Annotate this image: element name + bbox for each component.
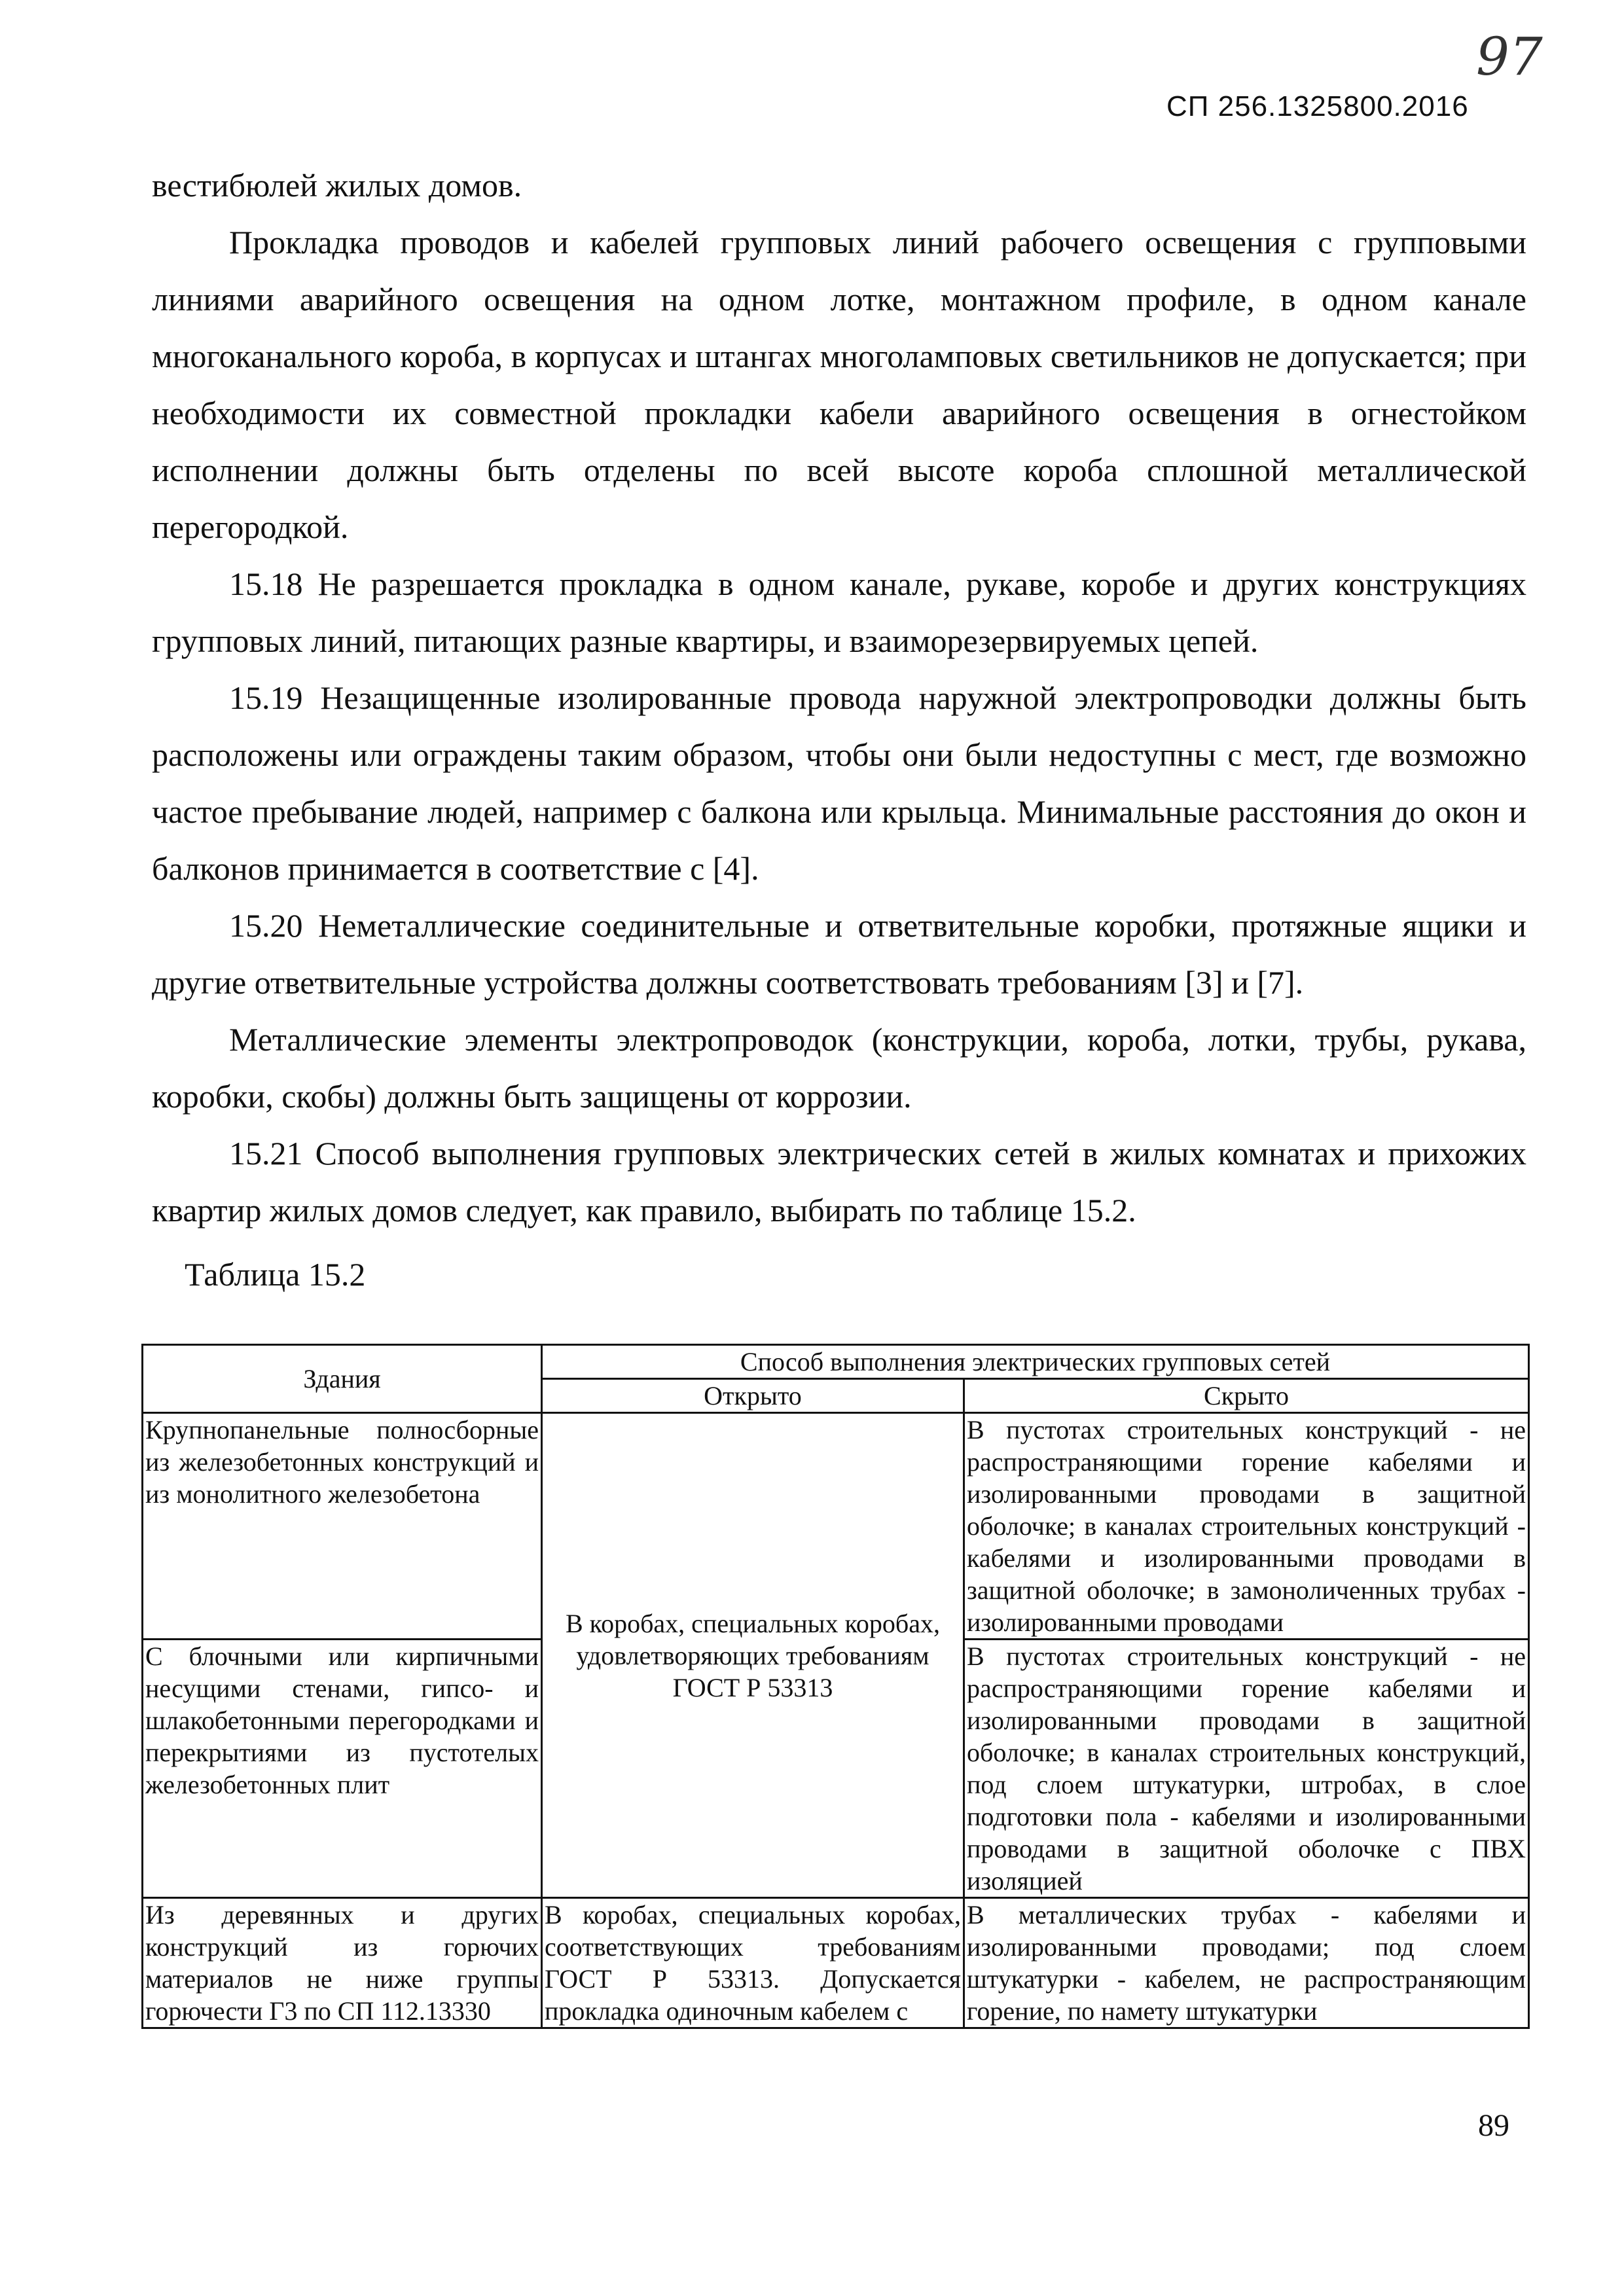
wiring-methods-table: [141, 1344, 1530, 2029]
cell-building: С блочными или кирпичными несущими стенами, гипсо- и шлакобетонными перегородками и перекрытиями из пустотелых железобетонных плит: [143, 1640, 542, 1898]
document-code: СП 256.1325800.2016: [1166, 90, 1469, 122]
paragraph: 15.21 Способ выполнения групповых электрических сетей в жилых комнатах и прихожих квартир жилых домов следует, как правило, выбирать по таблице 15.2.: [152, 1135, 1526, 1229]
cell-building: Крупнопанельные полносборные из железобетонных конструкций и из монолитного железобетона: [143, 1413, 542, 1640]
cell-hidden: В пустотах строительных конструкций - не распространяющими горение кабелями и изолированными проводами в защитной оболочке; в каналах строительных конструкций - кабелями и изолированными проводами в защитной оболочке; в замоноличенных трубах - изолированными проводами: [964, 1413, 1529, 1640]
cell-open-shared: В коробах, специальных коробах, удовлетворяющих требованиям ГОСТ Р 53313: [542, 1413, 964, 1898]
header-open: Открыто: [542, 1379, 964, 1413]
paragraph: Прокладка проводов и кабелей групповых линий рабочего освещения с групповыми линиями аварийного освещения на одном лотке, монтажном профиле, в одном канале многоканального короба, в корпусах и штангах многоламповых светильников не допускается; при необходимости их совместной прокладки кабели аварийного освещения в огнестойком исполнении должны быть отделены по всей высоте короба сплошной металлической перегородкой.: [152, 224, 1526, 545]
header-method: Способ выполнения электрических групповых сетей: [542, 1345, 1529, 1379]
table-caption: Таблица 15.2: [185, 1256, 366, 1293]
cell-hidden: В металлических трубах - кабелями и изолированными проводами; под слоем штукатурки - кабелем, не распространяющим горение, по намету штукатурки: [964, 1898, 1529, 2028]
cell-open: В коробах, специальных коробах, соответствующих требованиям ГОСТ Р 53313. Допускается прокладка одиночным кабелем с: [542, 1898, 964, 2028]
paragraph: 15.18 Не разрешается прокладка в одном канале, рукаве, коробе и других конструкциях групповых линий, питающих разные квартиры, и взаиморезервируемых цепей.: [152, 565, 1526, 659]
paragraph: Металлические элементы электропроводок (конструкции, короба, лотки, трубы, рукава, коробки, скобы) должны быть защищены от коррозии.: [152, 1021, 1526, 1115]
header-buildings: Здания: [143, 1345, 542, 1413]
paragraph: 15.19 Незащищенные изолированные провода наружной электропроводки должны быть расположены или ограждены таким образом, чтобы они были недоступны с мест, где возможно частое пребывание людей, например с балкона или крыльца. Минимальные расстояния до окон и балконов принимается в соответствие с [4].: [152, 679, 1526, 887]
header-hidden: Скрыто: [964, 1379, 1529, 1413]
handwritten-page-number: 97: [1476, 26, 1543, 87]
cell-hidden: В пустотах строительных конструкций - не распространяющими горение кабелями и изолированными проводами в защитной оболочке; в каналах строительных конструкций, под слоем штукатурки, штробах, в слое подготовки пола - кабелями и изолированными проводами в защитной оболочке с ПВХ изоляцией: [964, 1640, 1529, 1898]
table-row: [143, 1898, 1529, 2028]
cell-building: Из деревянных и других конструкций из горючих материалов не ниже группы горючести Г3 по СП 112.13330: [143, 1898, 542, 2028]
paragraph: вестибюлей жилых домов.: [152, 167, 522, 204]
table-row: [143, 1413, 1529, 1640]
table-header-row: [143, 1345, 1529, 1379]
body-text: [152, 157, 1526, 1239]
page-number: 89: [1478, 2108, 1509, 2143]
paragraph: 15.20 Неметаллические соединительные и ответвительные коробки, протяжные ящики и другие ответвительные устройства должны соответствовать требованиям [3] и [7].: [152, 907, 1526, 1001]
